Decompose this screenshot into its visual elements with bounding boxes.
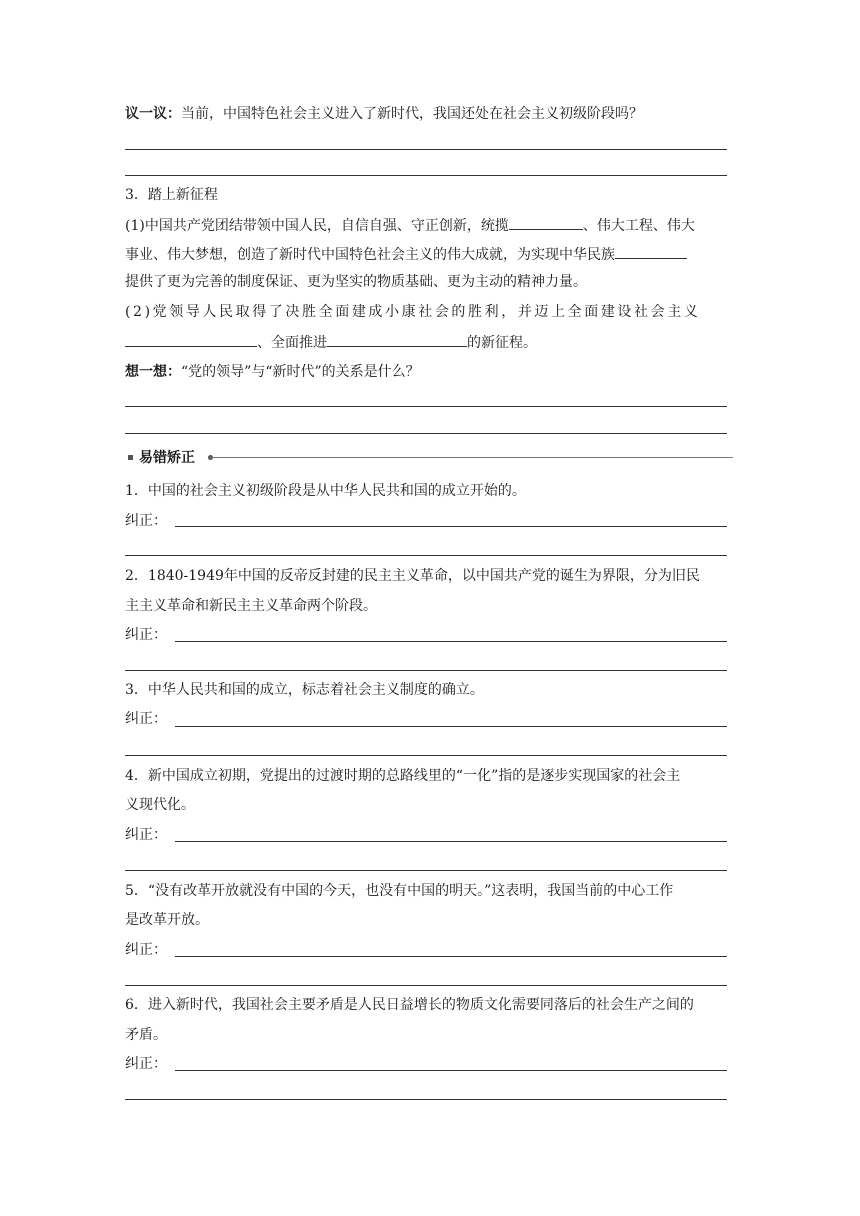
fix-label: 纠正： — [125, 627, 167, 643]
error-item-1: 1．中国的社会主义初级阶段是从中华人民共和国的成立开始的。 — [125, 483, 526, 499]
answer-line[interactable] — [125, 985, 727, 986]
fix-answer-line[interactable] — [175, 1070, 727, 1071]
fix-answer-line[interactable] — [175, 641, 727, 642]
answer-line[interactable] — [125, 175, 727, 176]
section-3-p2-line2 — [125, 332, 537, 353]
answer-line[interactable] — [125, 670, 727, 671]
p2-text-b: 的新征程。 — [467, 335, 537, 351]
fix-label: 纠正： — [125, 711, 167, 727]
error-item-6-line2: 矛盾。 — [125, 1027, 167, 1043]
fill-blank[interactable] — [125, 332, 257, 347]
fix-label: 纠正： — [125, 827, 167, 843]
answer-line[interactable] — [125, 1099, 727, 1100]
error-item-5-line2: 是改革开放。 — [125, 912, 209, 928]
fix-label: 纠正： — [125, 942, 167, 958]
think-label: 想一想： — [125, 364, 181, 380]
answer-line[interactable] — [125, 555, 727, 556]
answer-line[interactable] — [125, 406, 727, 407]
answer-line[interactable] — [125, 149, 727, 150]
error-item-2-line1: 2．1840-1949年中国的反帝反封建的民主主义革命，以中国共产党的诞生为界限，分为旧民 — [125, 568, 700, 584]
error-item-6-line1: 6．进入新时代，我国社会主要矛盾是人民日益增长的物质文化需要同落后的社会生产之间的 — [125, 997, 694, 1013]
fill-blank[interactable] — [327, 332, 467, 347]
answer-line[interactable] — [125, 755, 727, 756]
answer-line[interactable] — [125, 870, 727, 871]
error-item-4-line1: 4．新中国成立初期，党提出的过渡时期的总路线里的“一化”指的是逐步实现国家的社会主 — [125, 768, 681, 784]
section-3-p1-line3: 提供了更为完善的制度保证、更为坚实的物质基础、更为主动的精神力量。 — [125, 274, 587, 290]
discuss-prompt — [125, 104, 643, 124]
p1-text-a: (1)中国共产党团结带领中国人民，自信自强、守正创新，统揽 — [125, 218, 509, 234]
fix-answer-line[interactable] — [175, 726, 727, 727]
fill-blank[interactable] — [615, 244, 687, 259]
fix-answer-line[interactable] — [175, 526, 727, 527]
error-item-2-line2: 主主义革命和新民主主义革命两个阶段。 — [125, 598, 377, 614]
fix-answer-line[interactable] — [175, 956, 727, 957]
error-section-header — [125, 447, 733, 469]
header-rule — [210, 457, 733, 458]
fix-label: 纠正： — [125, 513, 167, 529]
section-3-p1-line1 — [125, 215, 695, 236]
p1-text-b: 、伟大工程、伟大 — [582, 218, 695, 234]
discuss-question: 当前，中国特色社会主义进入了新时代，我国还处在社会主义初级阶段吗？ — [181, 106, 643, 122]
error-item-3: 3．中华人民共和国的成立，标志着社会主义制度的确立。 — [125, 682, 484, 698]
error-section-title: 易错矫正 — [139, 450, 195, 466]
section-3-p1-line2 — [125, 244, 687, 265]
error-item-5-line1: 5．“没有改革开放就没有中国的今天，也没有中国的明天。”这表明，我国当前的中心工作 — [125, 883, 674, 899]
discuss-label: 议一议： — [125, 106, 181, 122]
p2-text-a: 、全面推进 — [257, 335, 327, 351]
think-prompt — [125, 362, 420, 382]
answer-line[interactable] — [125, 433, 727, 434]
fix-answer-line[interactable] — [175, 841, 727, 842]
think-question: “党的领导”与“新时代”的关系是什么？ — [181, 364, 420, 380]
fix-label: 纠正： — [125, 1056, 167, 1072]
error-item-4-line2: 义现代化。 — [125, 797, 195, 813]
fill-blank[interactable] — [509, 215, 583, 230]
section-3-title: 3．踏上新征程 — [125, 187, 218, 203]
p1-text-c: 事业、伟大梦想，创造了新时代中国特色社会主义的伟大成就，为实现中华民族 — [125, 247, 615, 263]
header-square-icon — [128, 455, 133, 460]
section-3-p2-line1: (2)党领导人民取得了决胜全面建成小康社会的胜利，并迈上全面建设社会主义 — [125, 304, 701, 320]
